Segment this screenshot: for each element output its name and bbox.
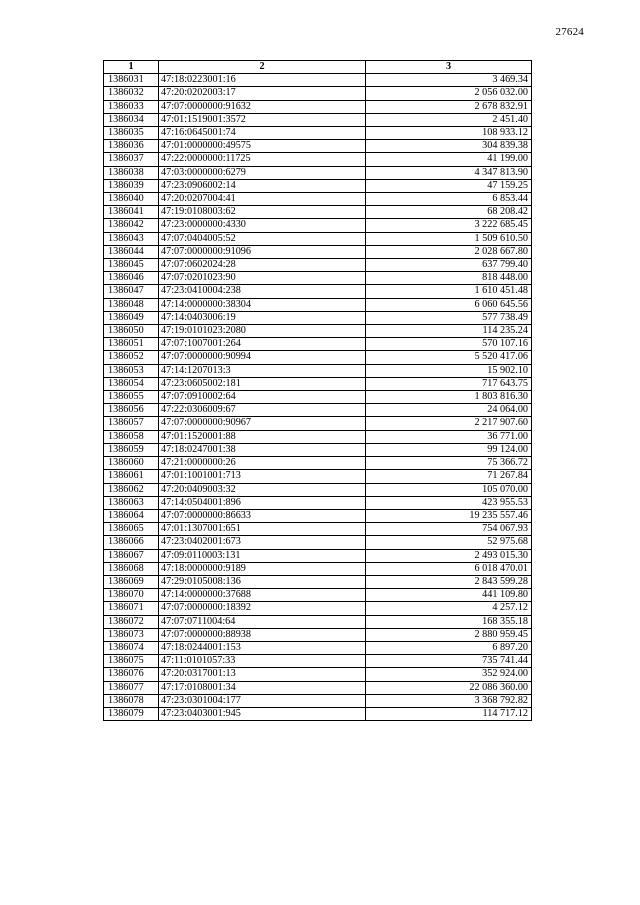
record-number-cell: 1386054 [104,377,159,390]
record-number-cell: 1386033 [104,100,159,113]
record-number-cell: 1386046 [104,272,159,285]
table-row [104,694,532,707]
cadastral-table [103,60,532,721]
table-row [104,707,532,720]
table-row [104,536,532,549]
value-cell: 735 741.44 [366,655,532,668]
table-row [104,457,532,470]
record-number-cell: 1386040 [104,193,159,206]
cadastral-number-cell: 47:23:0403001:945 [159,707,366,720]
table-row [104,140,532,153]
table-row [104,483,532,496]
record-number-cell: 1386051 [104,338,159,351]
value-cell: 52 975.68 [366,536,532,549]
table-row [104,100,532,113]
value-cell: 6 060 645.56 [366,298,532,311]
table-row [104,681,532,694]
record-number-cell: 1386065 [104,523,159,536]
record-number-cell: 1386063 [104,496,159,509]
record-number-cell: 1386047 [104,285,159,298]
table-row [104,655,532,668]
table-row [104,391,532,404]
cadastral-number-cell: 47:23:0301004:177 [159,694,366,707]
cadastral-number-cell: 47:07:0000000:88938 [159,628,366,641]
value-cell: 2 056 032.00 [366,87,532,100]
value-cell: 105 070.00 [366,483,532,496]
record-number-cell: 1386057 [104,417,159,430]
table-row [104,113,532,126]
value-cell: 75 366.72 [366,457,532,470]
record-number-cell: 1386067 [104,549,159,562]
record-number-cell: 1386060 [104,457,159,470]
cadastral-number-cell: 47:07:0000000:91632 [159,100,366,113]
cadastral-number-cell: 47:23:0402001:673 [159,536,366,549]
table-row [104,259,532,272]
cadastral-number-cell: 47:23:0906002:14 [159,179,366,192]
cadastral-number-cell: 47:14:0000000:38304 [159,298,366,311]
cadastral-number-cell: 47:19:0101023:2080 [159,325,366,338]
table-row [104,325,532,338]
cadastral-number-cell: 47:23:0000000:4330 [159,219,366,232]
value-cell: 168 355.18 [366,615,532,628]
value-cell: 2 028 667.80 [366,245,532,258]
value-cell: 441 109.80 [366,589,532,602]
value-cell: 71 267.84 [366,470,532,483]
value-cell: 2 880 959.45 [366,628,532,641]
cadastral-number-cell: 47:17:0108001:34 [159,681,366,694]
table-row [104,470,532,483]
record-number-cell: 1386042 [104,219,159,232]
value-cell: 68 208.42 [366,206,532,219]
cadastral-number-cell: 47:22:0306009:67 [159,404,366,417]
cadastral-number-cell: 47:09:0110003:131 [159,549,366,562]
table-row [104,377,532,390]
header-row [104,61,532,74]
value-cell: 2 451.40 [366,113,532,126]
value-cell: 717 643.75 [366,377,532,390]
cadastral-number-cell: 47:07:0000000:90994 [159,351,366,364]
value-cell: 6 018 470.01 [366,562,532,575]
table-row [104,232,532,245]
record-number-cell: 1386072 [104,615,159,628]
table-row [104,443,532,456]
table-row [104,127,532,140]
record-number-cell: 1386050 [104,325,159,338]
record-number-cell: 1386066 [104,536,159,549]
value-cell: 15 902.10 [366,364,532,377]
cadastral-number-cell: 47:18:0223001:16 [159,74,366,87]
cadastral-number-cell: 47:14:0000000:37688 [159,589,366,602]
table-body [104,74,532,721]
value-cell: 41 199.00 [366,153,532,166]
cadastral-number-cell: 47:01:1519001:3572 [159,113,366,126]
record-number-cell: 1386049 [104,311,159,324]
table-row [104,509,532,522]
table-row [104,153,532,166]
record-number-cell: 1386055 [104,391,159,404]
table-row [104,575,532,588]
record-number-cell: 1386037 [104,153,159,166]
table-header [104,61,532,74]
record-number-cell: 1386077 [104,681,159,694]
record-number-cell: 1386035 [104,127,159,140]
record-number-cell: 1386076 [104,668,159,681]
cadastral-number-cell: 47:01:1001001:713 [159,470,366,483]
value-cell: 3 222 685.45 [366,219,532,232]
record-number-cell: 1386079 [104,707,159,720]
cadastral-number-cell: 47:18:0000000:9189 [159,562,366,575]
table-row [104,523,532,536]
record-number-cell: 1386036 [104,140,159,153]
value-cell: 4 257.12 [366,602,532,615]
table-row [104,417,532,430]
value-cell: 47 159.25 [366,179,532,192]
record-number-cell: 1386068 [104,562,159,575]
record-number-cell: 1386069 [104,575,159,588]
record-number-cell: 1386075 [104,655,159,668]
value-cell: 352 924.00 [366,668,532,681]
table-row [104,272,532,285]
cadastral-number-cell: 47:07:0000000:90967 [159,417,366,430]
cadastral-number-cell: 47:07:0000000:91096 [159,245,366,258]
cadastral-number-cell: 47:03:0000000:6279 [159,166,366,179]
record-number-cell: 1386074 [104,641,159,654]
record-number-cell: 1386032 [104,87,159,100]
value-cell: 2 217 907.60 [366,417,532,430]
value-cell: 24 064.00 [366,404,532,417]
cadastral-number-cell: 47:20:0207004:41 [159,193,366,206]
record-number-cell: 1386078 [104,694,159,707]
cadastral-number-cell: 47:22:0000000:11725 [159,153,366,166]
record-number-cell: 1386061 [104,470,159,483]
table-row [104,219,532,232]
table-row [104,668,532,681]
cadastral-number-cell: 47:20:0409003:32 [159,483,366,496]
value-cell: 6 853.44 [366,193,532,206]
value-cell: 99 124.00 [366,443,532,456]
value-cell: 19 235 557.46 [366,509,532,522]
record-number-cell: 1386031 [104,74,159,87]
cadastral-number-cell: 47:01:0000000:49575 [159,140,366,153]
table-row [104,193,532,206]
record-number-cell: 1386034 [104,113,159,126]
record-number-cell: 1386062 [104,483,159,496]
cadastral-number-cell: 47:21:0000000:26 [159,457,366,470]
record-number-cell: 1386039 [104,179,159,192]
cadastral-number-cell: 47:14:0403006:19 [159,311,366,324]
cadastral-number-cell: 47:07:0201023:90 [159,272,366,285]
column-header-2: 2 [159,61,366,74]
cadastral-number-cell: 47:07:0910002:64 [159,391,366,404]
table-row [104,602,532,615]
table-row [104,245,532,258]
column-header-1: 1 [104,61,159,74]
value-cell: 6 897.20 [366,641,532,654]
table-row [104,641,532,654]
record-number-cell: 1386071 [104,602,159,615]
value-cell: 2 843 599.28 [366,575,532,588]
value-cell: 754 067.93 [366,523,532,536]
cadastral-number-cell: 47:23:0605002:181 [159,377,366,390]
value-cell: 570 107.16 [366,338,532,351]
record-number-cell: 1386058 [104,430,159,443]
cadastral-number-cell: 47:14:0504001:896 [159,496,366,509]
cadastral-number-cell: 47:16:0645001:74 [159,127,366,140]
table-row [104,430,532,443]
cadastral-number-cell: 47:07:0000000:18392 [159,602,366,615]
cadastral-number-cell: 47:29:0105008:136 [159,575,366,588]
value-cell: 423 955.53 [366,496,532,509]
value-cell: 577 738.49 [366,311,532,324]
table-row [104,351,532,364]
table-row [104,615,532,628]
value-cell: 3 368 792.82 [366,694,532,707]
table-row [104,166,532,179]
table-row [104,562,532,575]
cadastral-number-cell: 47:07:0711004:64 [159,615,366,628]
cadastral-number-cell: 47:19:0108003:62 [159,206,366,219]
value-cell: 114 717.12 [366,707,532,720]
cadastral-number-cell: 47:07:0404005:52 [159,232,366,245]
cadastral-number-cell: 47:07:1007001:264 [159,338,366,351]
record-number-cell: 1386064 [104,509,159,522]
value-cell: 5 520 417.06 [366,351,532,364]
page-number: 27624 [555,26,584,38]
cadastral-number-cell: 47:07:0602024:28 [159,259,366,272]
value-cell: 2 678 832.91 [366,100,532,113]
value-cell: 1 509 610.50 [366,232,532,245]
table-row [104,298,532,311]
table-row [104,74,532,87]
cadastral-number-cell: 47:01:1307001:651 [159,523,366,536]
table-row [104,206,532,219]
cadastral-number-cell: 47:01:1520001:88 [159,430,366,443]
value-cell: 1 803 816.30 [366,391,532,404]
record-number-cell: 1386052 [104,351,159,364]
cadastral-number-cell: 47:20:0202003:17 [159,87,366,100]
value-cell: 637 799.40 [366,259,532,272]
cadastral-number-cell: 47:11:0101057:33 [159,655,366,668]
value-cell: 3 469.34 [366,74,532,87]
value-cell: 2 493 015.30 [366,549,532,562]
table-row [104,87,532,100]
record-number-cell: 1386073 [104,628,159,641]
table-row [104,285,532,298]
cadastral-number-cell: 47:23:0410004:238 [159,285,366,298]
cadastral-number-cell: 47:18:0244001:153 [159,641,366,654]
value-cell: 114 235.24 [366,325,532,338]
value-cell: 304 839.38 [366,140,532,153]
value-cell: 22 086 360.00 [366,681,532,694]
table-row [104,338,532,351]
cadastral-number-cell: 47:14:1207013:3 [159,364,366,377]
record-number-cell: 1386038 [104,166,159,179]
record-number-cell: 1386059 [104,443,159,456]
table-row [104,179,532,192]
value-cell: 108 933.12 [366,127,532,140]
table-row [104,404,532,417]
record-number-cell: 1386041 [104,206,159,219]
table-row [104,364,532,377]
value-cell: 818 448.00 [366,272,532,285]
record-number-cell: 1386056 [104,404,159,417]
column-header-3: 3 [366,61,532,74]
table-row [104,311,532,324]
value-cell: 4 347 813.90 [366,166,532,179]
table-row [104,549,532,562]
value-cell: 36 771.00 [366,430,532,443]
table-row [104,589,532,602]
table-row [104,628,532,641]
record-number-cell: 1386043 [104,232,159,245]
record-number-cell: 1386045 [104,259,159,272]
record-number-cell: 1386053 [104,364,159,377]
record-number-cell: 1386048 [104,298,159,311]
record-number-cell: 1386044 [104,245,159,258]
table-row [104,496,532,509]
cadastral-number-cell: 47:07:0000000:86633 [159,509,366,522]
cadastral-number-cell: 47:20:0317001:13 [159,668,366,681]
value-cell: 1 610 451.48 [366,285,532,298]
record-number-cell: 1386070 [104,589,159,602]
cadastral-number-cell: 47:18:0247001:38 [159,443,366,456]
